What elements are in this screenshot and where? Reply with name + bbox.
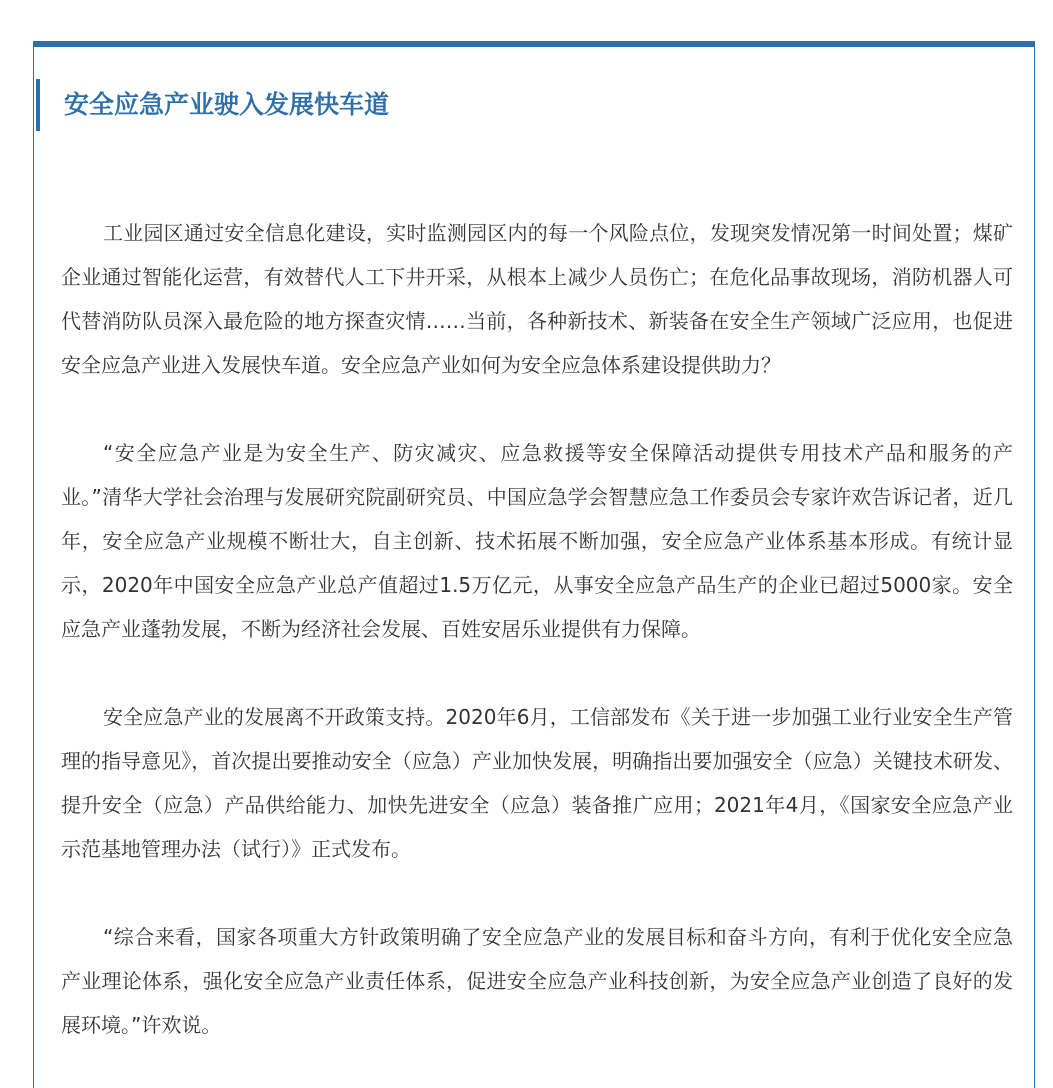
section-title: 安全应急产业驶入发展快车道 [36,79,389,131]
article-body [61,211,1013,1088]
paragraph-2: “安全应急产业是为安全生产、防灾减灾、应急救援等安全保障活动提供专用技术产品和服务的产业。”清华大学社会治理与发展研究院副研究员、中国应急学会智慧应急工作委员会专家许欢告诉记者，近几年，安全应急产业规模不断壮大，自主创新、技术拓展不断加强，安全应急产业体系基本形成。有统计显示，2020年中国安全应急产业总产值超过1.5万亿元，从事安全应急产品生产的企业已超过5000家。安全应急产业蓬勃发展，不断为经济社会发展、百姓安居乐业提供有力保障。 [61,441,1013,641]
paragraph-4: “综合来看，国家各项重大方针政策明确了安全应急产业的发展目标和奋斗方向，有利于优化安全应急产业理论体系，强化安全应急产业责任体系，促进安全应急产业科技创新，为安全应急产业创造了良好的发展环境。”许欢说。 [61,925,1013,1037]
article-box [33,41,1035,1088]
paragraph-3: 安全应急产业的发展离不开政策支持。2020年6月，工信部发布《关于进一步加强工业行业安全生产管理的指导意见》，首次提出要推动安全（应急）产业加快发展，明确指出要加强安全（应急）关键技术研发、提升安全（应急）产品供给能力、加快先进安全（应急）装备推广应用；2021年4月，《国家安全应急产业示范基地管理办法（试行）》正式发布。 [61,705,1013,861]
paragraph-1: 工业园区通过安全信息化建设，实时监测园区内的每一个风险点位，发现突发情况第一时间处置；煤矿企业通过智能化运营，有效替代人工下井开采，从根本上减少人员伤亡；在危化品事故现场，消防机器人可代替消防队员深入最危险的地方探查灾情……当前，各种新技术、新装备在安全生产领域广泛应用，也促进安全应急产业进入发展快车道。安全应急产业如何为安全应急体系建设提供助力？ [61,221,1013,377]
